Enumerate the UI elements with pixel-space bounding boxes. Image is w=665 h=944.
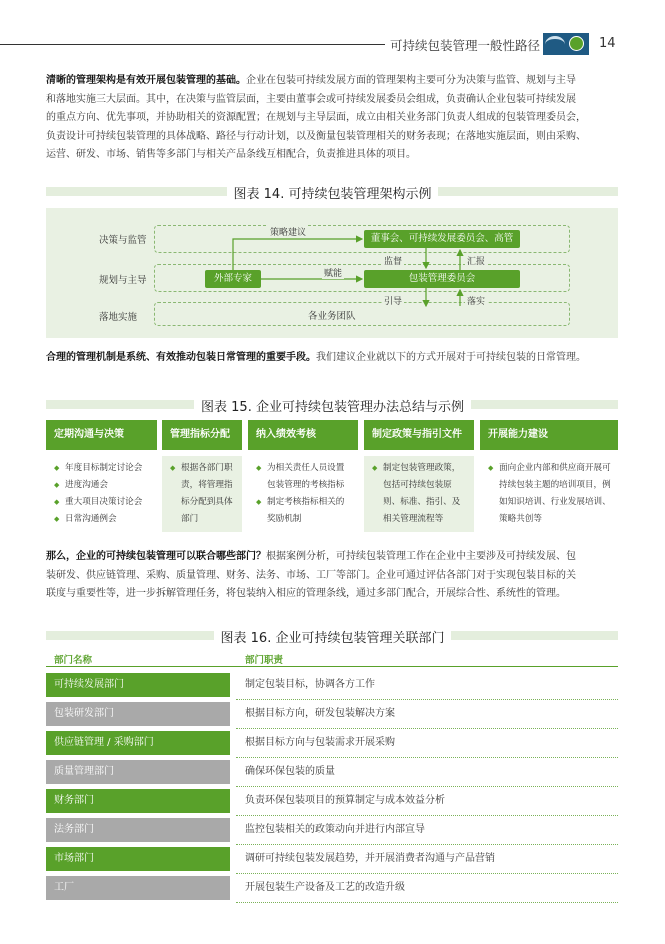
fig16-col-dept: 部门名称 xyxy=(54,655,93,666)
duty-cell: 监控包装相关的政策动向并进行内部宣导 xyxy=(245,824,425,835)
row-label-planning: 规划与主导 xyxy=(99,275,147,286)
duty-cell: 制定包装目标，协调各方工作 xyxy=(245,679,375,690)
fig15-col-3 xyxy=(248,456,358,532)
dept-cell: 市场部门 xyxy=(46,847,230,871)
list-item: ◆ 进度沟通会 xyxy=(54,477,151,494)
row-separator xyxy=(236,757,618,758)
fig15-col-1 xyxy=(46,456,157,532)
fig15-head-1: 定期沟通与决策 xyxy=(46,420,157,450)
duty-cell: 根据目标方向，研发包装解决方案 xyxy=(245,708,395,719)
label-supervise: 监督 xyxy=(382,254,404,267)
row-separator xyxy=(236,786,618,787)
board-box: 董事会、可持续发展委员会、高管 xyxy=(364,230,520,248)
dept-cell: 质量管理部门 xyxy=(46,760,230,784)
fig15-col-2 xyxy=(162,456,242,532)
fig16-title: 图表 16. 企业可持续包装管理关联部门 xyxy=(0,627,665,646)
fig15-head-4: 制定政策与指引文件 xyxy=(364,420,474,450)
brand-logo-icon xyxy=(543,33,589,55)
duty-cell: 开展包装生产设备及工艺的改造升级 xyxy=(245,882,405,893)
fig15-head-3: 纳入绩效考核 xyxy=(248,420,358,450)
fig15-head-5: 开展能力建设 xyxy=(480,420,618,450)
mechanism-paragraph: 合理的管理机制是系统、有效推动包装日常管理的重要手段。我们建议企业就以下的方式开展对于可持续包装的日常管理。 xyxy=(46,352,586,363)
duty-cell: 根据目标方向与包装需求开展采购 xyxy=(245,737,395,748)
departments-paragraph: 那么，企业的可持续包装管理可以联合哪些部门？根据案例分析，可持续包装管理工作在企业中主要涉及可持续发展、包 装研发、供应链管理、采购、质量管理、财务、法务、市场、工厂等部门。企业可通过评估各部门对于实现包装目标的关 联度与重要性等，进一步拆解管理任务，将包装纳入相应的管理条线，通过多部门配合，开展综合性、系统性的管理。 xyxy=(46,551,576,600)
fig14-title: 图表 14. 可持续包装管理架构示例 xyxy=(0,183,665,202)
row-separator xyxy=(236,815,618,816)
label-implement: 落实 xyxy=(465,294,487,307)
duty-cell: 确保环保包装的质量 xyxy=(245,766,335,777)
row-separator xyxy=(236,699,618,700)
list-item: ◆ 制定考核指标相关的奖励机制 xyxy=(256,494,352,528)
row-label-decision: 决策与监管 xyxy=(99,235,147,246)
row-label-implementation: 落地实施 xyxy=(99,312,138,323)
intro-bold: 清晰的管理架构是有效开展包装管理的基础。 xyxy=(46,75,246,86)
dept-cell: 供应链管理 / 采购部门 xyxy=(46,731,230,755)
header-title: 可持续包装管理一般性路径 xyxy=(390,38,541,53)
external-expert-box: 外部专家 xyxy=(205,270,261,288)
list-item: ◆ 年度目标制定讨论会 xyxy=(54,460,151,477)
dept-cell: 法务部门 xyxy=(46,818,230,842)
list-item: ◆ 根据各部门职责，将管理指标分配到具体部门 xyxy=(170,460,236,528)
fig15-col-5 xyxy=(480,456,618,532)
dept-cell: 可持续发展部门 xyxy=(46,673,230,697)
packaging-committee-box: 包装管理委员会 xyxy=(364,270,520,288)
row-separator xyxy=(236,902,618,903)
label-strategy: 策略建议 xyxy=(268,225,308,238)
header-rule xyxy=(0,44,385,45)
list-item: ◆ 面向企业内部和供应商开展可持续包装主题的培训项目，例如知识培训、行业发展培训、策略共创等 xyxy=(488,460,612,528)
intro-paragraph: 清晰的管理架构是有效开展包装管理的基础。企业在包装可持续发展方面的管理架构主要可分为决策与监管、规划与主导 和落地实施三大层面。其中，在决策与监管层面，主要由董事会或可持续发展委员会组成，负责确认企业包装可持续发展 的重点方向、优先事项，并协助相关的资源配置；在规划与主导层面，成立由相关业务部门负责人组成的包装管理委员会， 负责设计可持续包装管理的具体战略、路径与行动计划，以及衡量包装管理相关的财务表现；在落地实施层面，则由采购、 运营、研发、市场、销售等多部门与相关产品条线互相配合，负责推进具体的项目。 xyxy=(46,75,586,161)
dept-cell: 工厂 xyxy=(46,876,230,900)
fig16-col-duty: 部门职责 xyxy=(245,655,284,666)
fig15-head-2: 管理指标分配 xyxy=(162,420,242,450)
label-empower: 赋能 xyxy=(322,266,344,279)
duty-cell: 负责环保包装项目的预算制定与成本效益分析 xyxy=(245,795,445,806)
list-item: ◆ 制定包装管理政策，包括可持续包装原则、标准、指引、及相关管理流程等 xyxy=(372,460,468,528)
duty-cell: 调研可持续包装发展趋势，并开展消费者沟通与产品营销 xyxy=(245,853,495,864)
label-guide: 引导 xyxy=(382,294,404,307)
fig15-col-4 xyxy=(364,456,474,532)
row-separator xyxy=(236,728,618,729)
fig16-header-rule xyxy=(46,666,618,667)
list-item: ◆ 日常沟通例会 xyxy=(54,511,151,528)
row-separator xyxy=(236,873,618,874)
fig15-title: 图表 15. 企业可持续包装管理办法总结与示例 xyxy=(0,396,665,415)
label-report: 汇报 xyxy=(465,254,487,267)
dept-cell: 财务部门 xyxy=(46,789,230,813)
business-teams-label: 各业务团队 xyxy=(308,311,356,322)
list-item: ◆ 为相关责任人员设置包装管理的考核指标 xyxy=(256,460,352,494)
list-item: ◆ 重大项目决策讨论会 xyxy=(54,494,151,511)
dept-cell: 包装研发部门 xyxy=(46,702,230,726)
page-number: 14 xyxy=(599,36,616,51)
row-separator xyxy=(236,844,618,845)
fig14-diagram xyxy=(46,208,618,338)
